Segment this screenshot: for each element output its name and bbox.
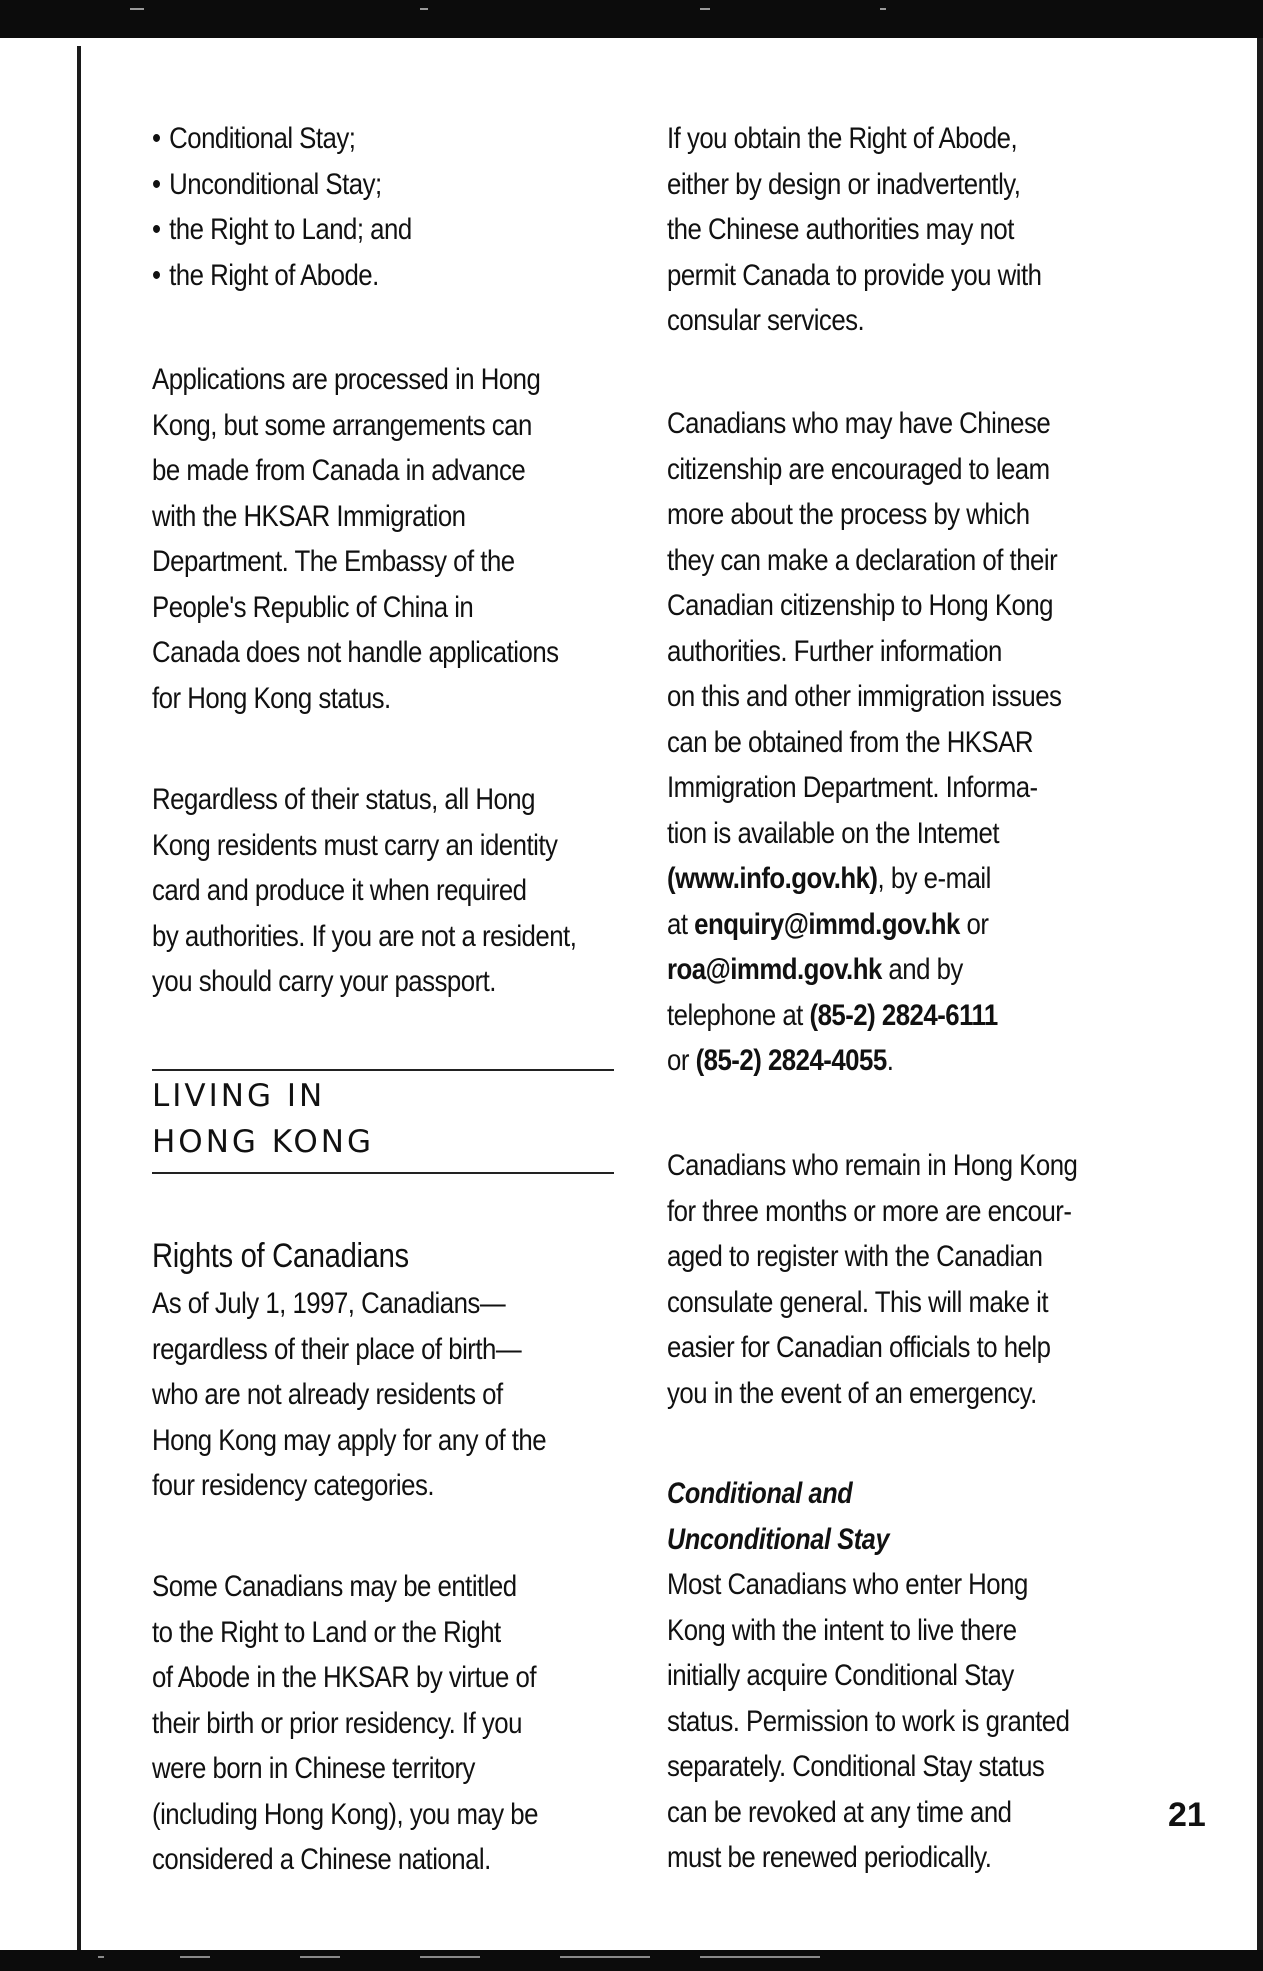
text-line: by authorities. If you are not a resident,	[152, 919, 577, 953]
paragraph-right-of-abode	[667, 116, 1097, 344]
section-rule-bottom	[152, 1172, 614, 1174]
scan-top-border	[0, 0, 1263, 38]
text-line: can be obtained from the HKSAR	[667, 725, 1034, 759]
text-line	[667, 947, 1097, 993]
text-line: permit Canada to provide you with	[667, 258, 1042, 292]
text-line	[667, 993, 1097, 1039]
text-fragment: , by e-mail	[877, 862, 991, 895]
list-item: • the Right of Abode.	[152, 253, 556, 299]
text-line: on this and other immigration issues	[667, 680, 1062, 713]
text-line: you should carry your passport.	[152, 965, 496, 998]
text-line: status. Permission to work is granted	[667, 1704, 1070, 1738]
text-line: consulate general. This will make it	[667, 1285, 1049, 1319]
rights-of-canadians-heading: Rights of Canadians	[152, 1237, 409, 1275]
paragraph-conditional-stay	[667, 1562, 1097, 1881]
text-fragment: .	[886, 1044, 894, 1077]
list-item: • Conditional Stay;	[152, 116, 556, 162]
text-line: Most Canadians who enter Hong	[667, 1568, 1028, 1601]
text-line: you in the event of an emergency.	[667, 1376, 1037, 1410]
text-fragment: at	[667, 907, 695, 941]
text-line: Canadians who remain in Hong Kong	[667, 1149, 1078, 1182]
text-line: Canadian citizenship to Hong Kong	[667, 589, 1054, 622]
text-line: were born in Chinese territory	[152, 1752, 475, 1785]
section-heading-line: LIVING IN	[152, 1078, 326, 1114]
text-line: more about the process by which	[667, 498, 1030, 531]
text-line: Canada does not handle applications	[152, 636, 559, 669]
text-line: Canadians who may have Chinese	[667, 407, 1051, 440]
text-line: considered a Chinese national.	[152, 1843, 491, 1876]
section-heading-living-in-hong-kong	[152, 1073, 374, 1165]
text-line: As of July 1, 1997, Canadians—	[152, 1287, 506, 1320]
phone-number-primary: (85-2) 2824-6111	[809, 998, 998, 1032]
section-rule-top	[152, 1069, 614, 1071]
text-line: Hong Kong may apply for any of the	[152, 1423, 547, 1457]
text-line: Kong with the intent to live there	[667, 1613, 1017, 1647]
text-line: Some Canadians may be entitled	[152, 1570, 517, 1603]
text-line: People's Republic of China in	[152, 590, 474, 624]
text-line: who are not already residents of	[152, 1378, 503, 1411]
scan-bottom-border	[0, 1950, 1263, 1971]
text-line: citizenship are encouraged to leam	[667, 452, 1050, 486]
text-line: (including Hong Kong), you may be	[152, 1797, 538, 1831]
text-fragment: or	[959, 907, 989, 941]
text-line: must be renewed periodically.	[667, 1841, 992, 1874]
email-address-enquiry: enquiry@immd.gov.hk	[694, 907, 960, 941]
text-line: four residency categories.	[152, 1469, 434, 1502]
scan-right-edge	[1257, 38, 1263, 1950]
text-line: their birth or prior residency. If you	[152, 1706, 522, 1740]
text-line: If you obtain the Right of Abode,	[667, 122, 1018, 155]
text-line: consular services.	[667, 304, 865, 337]
text-fragment: and by	[881, 953, 963, 986]
text-line: for three months or more are encour-	[667, 1194, 1072, 1228]
website-url: (www.info.gov.hk)	[667, 862, 878, 895]
text-fragment: telephone at	[667, 998, 810, 1032]
list-item: • the Right to Land; and	[152, 207, 556, 253]
text-line: can be revoked at any time and	[667, 1795, 1012, 1829]
text-line: regardless of their place of birth—	[152, 1332, 522, 1366]
conditional-stay-heading-text	[667, 1471, 1087, 1562]
text-line: Department. The Embassy of the	[152, 545, 515, 578]
email-address-roa: roa@immd.gov.hk	[667, 953, 882, 986]
text-line: with the HKSAR Immigration	[152, 499, 466, 533]
text-line: easier for Canadian officials to help	[667, 1331, 1051, 1364]
text-line	[667, 1038, 1097, 1084]
paragraph-rights	[152, 1281, 556, 1509]
text-line: Kong residents must carry an identity	[152, 828, 558, 862]
text-line: either by design or inadvertently,	[667, 167, 1021, 201]
text-line	[667, 856, 1097, 902]
text-line: of Abode in the HKSAR by virtue of	[152, 1661, 537, 1694]
paragraph-identity-card	[152, 777, 577, 1005]
text-line: separately. Conditional Stay status	[667, 1750, 1045, 1783]
phone-number-secondary: (85-2) 2824-4055	[695, 1044, 887, 1077]
text-line: authorities. Further information	[667, 634, 1002, 668]
text-fragment: or	[667, 1044, 696, 1077]
residency-category-list-block	[152, 116, 622, 298]
residency-category-list	[152, 116, 556, 298]
heading-line: Unconditional Stay	[667, 1522, 890, 1556]
text-line: aged to register with the Canadian	[667, 1240, 1043, 1273]
rights-section	[152, 1234, 622, 1278]
text-line: Kong, but some arrangements can	[152, 408, 532, 442]
section-heading-line: HONG KONG	[152, 1124, 375, 1160]
text-line	[667, 902, 1097, 948]
text-line: be made from Canada in advance	[152, 454, 526, 487]
text-line: Immigration Department. Informa-	[667, 771, 1038, 804]
text-line: initially acquire Conditional Stay	[667, 1659, 1014, 1692]
heading-line: Conditional and	[667, 1477, 853, 1510]
text-line: to the Right to Land or the Right	[152, 1615, 501, 1649]
paragraph-citizenship-contact	[667, 401, 1097, 1084]
text-line: the Chinese authorities may not	[667, 213, 1014, 246]
text-line: Regardless of their status, all Hong	[152, 783, 535, 816]
conditional-stay-heading	[667, 1471, 1167, 1562]
paragraph-applications	[152, 357, 559, 721]
text-line: they can make a declaration of their	[667, 543, 1058, 577]
text-line: for Hong Kong status.	[152, 681, 391, 715]
list-item: • Unconditional Stay;	[152, 162, 556, 208]
text-line: tion is available on the Intemet	[667, 816, 1000, 850]
text-line: Applications are processed in Hong	[152, 363, 541, 396]
page-number: 21	[1168, 1796, 1206, 1834]
text-line: card and produce it when required	[152, 874, 527, 907]
paragraph-chinese-national	[152, 1564, 556, 1883]
paragraph-register-consulate	[667, 1143, 1097, 1416]
scan-left-edge	[77, 46, 81, 1950]
